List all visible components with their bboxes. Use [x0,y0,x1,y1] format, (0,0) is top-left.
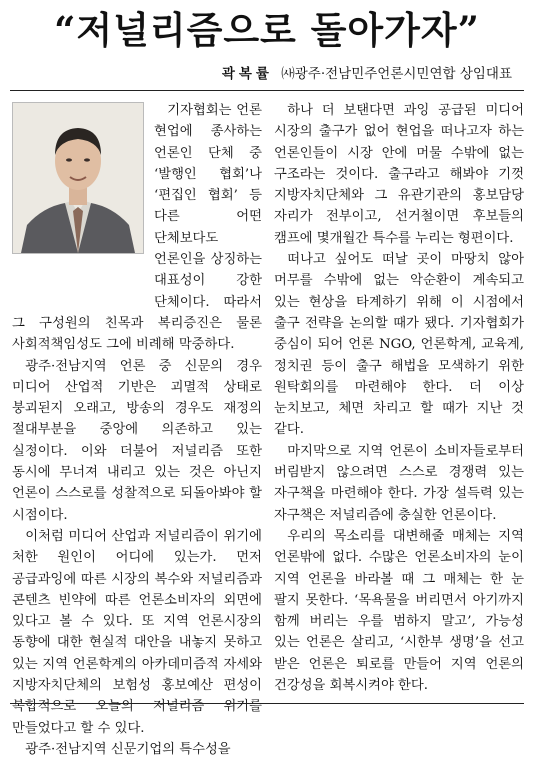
left-paragraph-3: 이처럼 미디어 산업과 저널리즘이 위기에 처한 원인이 어디에 있는가. 먼저 공급과잉에 따른 시장의 복수와 저널리즘과 콘텐츠 빈약에 따른 언론소비자의 외면에 있다고 볼 수 있다. 또 지역 언론시장의 동향에 대한 현실적 대안을 내놓지 못하고 있는 지역 언론학계의 아카데미즘적 자세와 지방자치단체의 보험성 홍보예산 편성이 복합적으로 오늘의 저널리즘 위기를 만들었다고 할 수 있다. [12,528,262,736]
right-paragraph-1: 하나 더 보탠다면 과잉 공급된 미디어 시장의 출구가 없어 현업을 떠나고자 하는 언론인들이 시장 안에 머물 수밖에 없는 구조라는 것이다. 출구라고 해봐야 기껏 지방자치단체와 그 유관기관의 홍보담당 자리가 전부이고, 선거철이면 후보들의 캠프에 몇개월간 특수를 누리는 형편이다. [274,103,524,246]
photo-wrap-spacer [12,100,154,296]
top-divider [10,90,524,91]
article-column-left [12,100,262,760]
article-column-right [274,100,524,696]
article-title: “저널리즘으로 돌아가자” [54,8,480,52]
right-paragraph-4: 우리의 목소리를 대변해줄 매체는 지역 언론밖에 없다. 수많은 언론소비자의 눈이 지역 언론을 바라볼 때 그 매체는 한 눈 팔지 못한다. ‘목욕물을 버리면서 아기까지 함께 버리는 우를 범하지 말고’, 가능성 있는 언론은 살리고, ‘시한부 생명’을 선고 받은 언론은 퇴로를 만들어 지역 언론의 건강성을 회복시켜야 한다. [274,528,524,694]
bottom-divider [10,703,524,704]
author-affiliation: ㈔광주·전남민주언론시민연합 상임대표 [281,66,512,82]
author-name: 곽복률 [221,66,273,82]
byline [222,62,512,82]
left-paragraph-4: 광주·전남지역 신문기업의 특수성을 [25,741,231,757]
right-paragraph-2: 떠나고 싶어도 떠날 곳이 마땅치 않아 머무를 수밖에 없는 악순환이 계속되고 있는 현상을 타계하기 위해 이 시점에서 출구 전략을 논의할 때가 됐다. 기자협회가 중심이 되어 언론 NGO, 언론학계, 교육계, 정치권 등이 출구 해법을 모색하기 위한 원탁회의를 마련해야 한다. 더 이상 눈치보고, 체면 차리고 할 때가 지난 것 같다. [274,252,524,438]
left-paragraph-1: 기자협회는 언론 현업에 종사하는 언론인 단체 중 ‘발행인 협회’나 ‘편집인 협회’ 등 다른 어떤 단체보다도 언론인을 상징하는 대표성이 강한 단체이다. 따라서 그 구성원의 친목과 복리증진은 물론 사회적책임성도 그에 비례해 막중하다. [12,103,262,353]
right-paragraph-3: 마지막으로 지역 언론이 소비자들로부터 버림받지 않으려면 스스로 경쟁력 있는 자구책을 마련해야 한다. 가장 설득력 있는 자구책은 저널리즘에 충실한 언론이다. [274,443,524,523]
left-paragraph-2: 광주·전남지역 언론 중 신문의 경우 미디어 산업적 기반은 괴멸적 상태로 붕괴된지 오래고, 방송의 경우도 재정의 절대부분을 중앙에 의존하고 있는 실정이다. 이와 더불어 저널리즘 또한 동시에 무너져 내리고 있는 것은 아닌지 언론이 스스로를 성찰적으로 되돌아봐야 할 시점이다. [12,358,262,523]
